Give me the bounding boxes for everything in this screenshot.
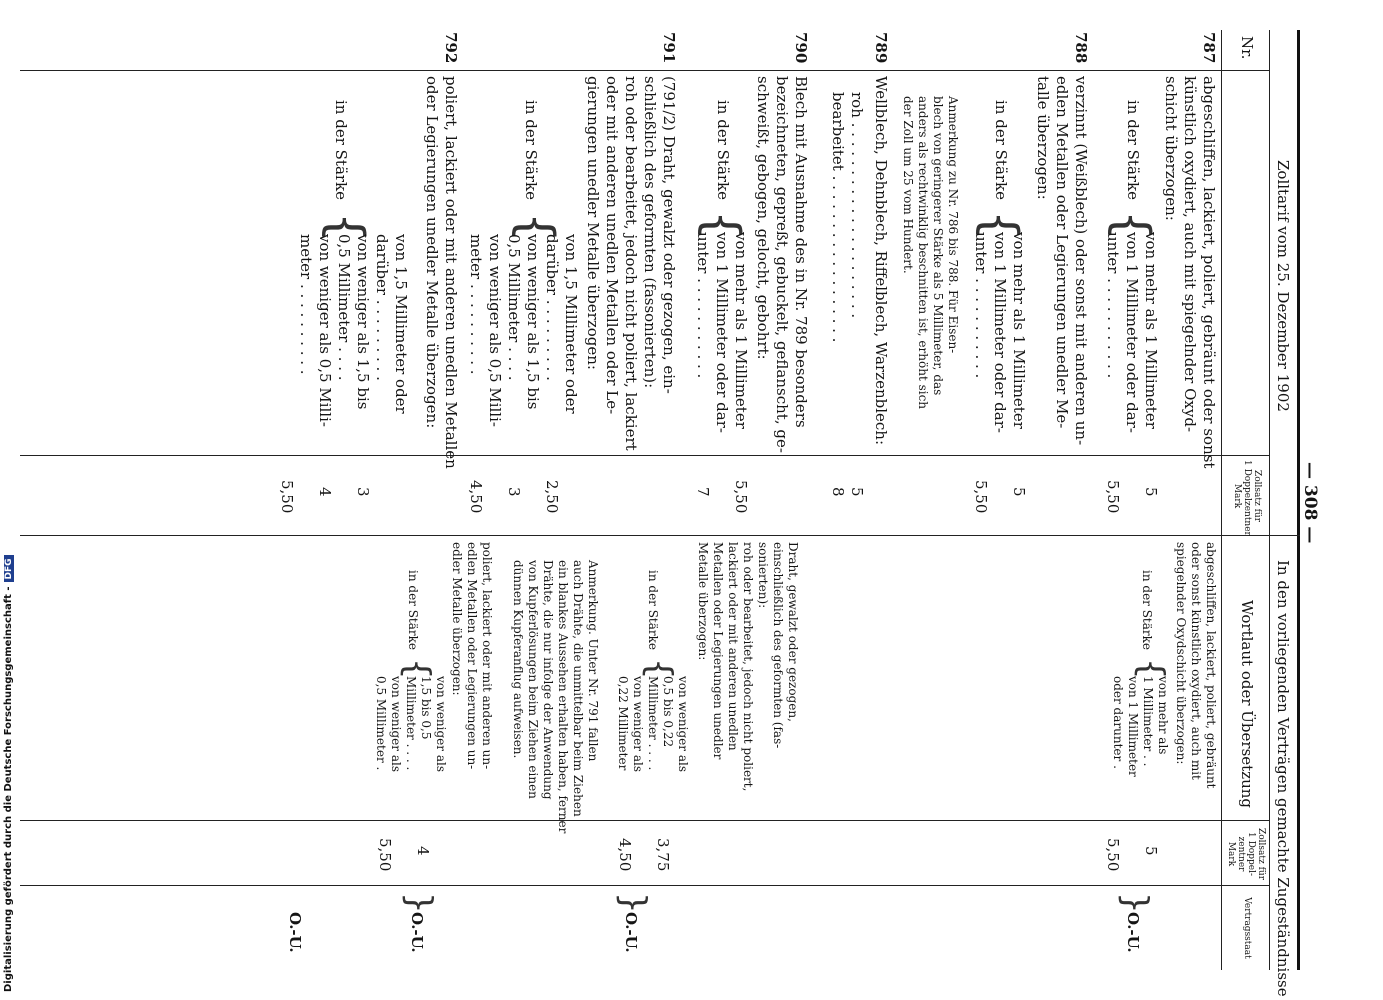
entry-791-lead: in der Stärke: [522, 100, 540, 201]
entry-787-sub: von mehr als 1 Millimeter von 1 Millimeter oder dar- unter . . . . . . . . . . .: [1104, 232, 1160, 433]
entry-790-nr: 790: [792, 32, 810, 64]
right-entry-3-text: poliert, lackiert oder mit anderen un- edlen Metallen oder Legierungen un- edler Metalle überzogen:: [450, 542, 494, 770]
top-rule: [1297, 30, 1300, 970]
brace: {: [508, 212, 564, 243]
brace: }: [399, 892, 439, 914]
rate: 3: [354, 487, 372, 497]
rate: 5,50: [376, 838, 394, 872]
rate: 5: [1010, 487, 1028, 497]
rate: 5,50: [1104, 480, 1122, 514]
entry-788-text: verzinnt (Weißblech) oder sonst mit anderen un- edlen Metallen oder Legierungen unedler Me- talle überzogen:: [1034, 76, 1090, 446]
state-label: O.-U.: [622, 912, 640, 953]
brace: {: [639, 658, 679, 680]
col-divider-rate-right: [20, 820, 1270, 821]
header-state: Vertragsstaat: [1242, 897, 1252, 959]
col-divider-nr: [20, 70, 1270, 71]
rate: 8: [829, 487, 847, 497]
right-entry-3-sub: von weniger als 1,5 bis 0,5 Millimeter . . . . von weniger als 0,5 Millimeter .: [374, 676, 448, 772]
entry-789-nr: 789: [872, 32, 890, 64]
entry-789-text: Wellblech, Dehnblech, Riffelblech, Warzenblech:: [872, 76, 890, 445]
brace: {: [1131, 658, 1171, 680]
rate: 3,75: [654, 838, 672, 872]
entry-788-lead: in der Stärke: [992, 100, 1010, 201]
entry-792-text: poliert, lackiert oder mit anderen unedlen Metallen oder Legierungen unedler Metalle überzogen:: [423, 76, 460, 469]
col-divider-state: [20, 885, 1270, 886]
footer-text: Digitalisierung gefördert durch die Deutsche Forschungsgemeinschaft -: [3, 586, 14, 992]
right-entry-2-text: Draht, gewalzt oder gezogen, einschließlich des geformten (fas- sonierten): roh oder bearbeitet, jedoch nicht poliert, lackiert oder mit anderen unedlen Metallen oder Legierungen unedler Metalle überzogen:: [696, 542, 800, 792]
right-entry-1-lead: in der Stärke: [1140, 570, 1154, 651]
entry-787-nr: 787: [1200, 32, 1218, 64]
entry-790-sub: von mehr als 1 Millimeter von 1 Millimeter oder dar- unter . . . . . . . . . . .: [694, 232, 750, 433]
rate: 5,50: [278, 480, 296, 514]
entry-791-text: (791/2) Draht, gewalzt oder gezogen, ein- schließlich des geformten (fassonierten): roh oder bearbeitet, jedoch nicht poliert, lackiert oder mit anderen unedlen Metallen oder Le- gierungen unedler Metalle überzogen:: [584, 76, 678, 451]
right-title: In den vorliegenden Verträgen gemachte Zugeständnisse: [1274, 560, 1292, 997]
entry-792-sub: von 1,5 Millimeter oder darüber . . . . . . . . . von weniger als 1,5 bis 0,5 Millimeter . . . . von weniger als 0,5 Milli- meter . . . . . . . . . .: [297, 234, 410, 427]
right-entry-2-note: Anmerkung. Unter Nr. 791 fallen auch Drähte, die unmittelbar beim Ziehen ein blankes Aussehen erhalten haben, ferner Drähte, die nur infolge der Anwendung von Kupferlösungen beim Ziehen einen dünnen Kupferanflug aufweisen.: [511, 560, 600, 834]
right-entry-1-sub: von mehr als 1 Millimeter . . von 1 Millimeter oder darunter .: [1111, 676, 1170, 777]
state-label: O.-U.: [408, 912, 426, 953]
right-entry-3-lead: in der Stärke: [406, 570, 420, 651]
rate: 5: [848, 487, 866, 497]
footer: [3, 555, 14, 992]
entry-791-nr: 791: [660, 32, 678, 64]
entry-788-note: Anmerkung zu Nr. 786 bis 788. Für Eisen- blech von geringerer Stärke als 5 Millimeter, das anders als rechtwinklig beschnitten ist, erhöht sich der Zoll um 25 vom Hundert.: [901, 96, 960, 410]
brace: {: [972, 210, 1028, 241]
dfg-logo: DFG: [4, 555, 14, 582]
entry-787-lead: in der Stärke: [1124, 100, 1142, 201]
entry-788-nr: 788: [1072, 32, 1090, 64]
rate: 5: [1142, 846, 1160, 856]
state-label: O.-U.: [1124, 912, 1142, 953]
rotated-page: [20, 0, 1340, 1000]
rate: 5,50: [972, 480, 990, 514]
rate: 2,50: [543, 480, 561, 514]
rate: 5: [1142, 487, 1160, 497]
brace: {: [318, 212, 374, 243]
header-top-rule: [1269, 30, 1270, 970]
entry-792-lead: in der Stärke: [332, 100, 350, 201]
header-wording: Wortlaut oder Übersetzung: [1238, 600, 1256, 808]
brace: {: [397, 658, 437, 680]
page-number: — 308 —: [1300, 462, 1320, 544]
rate: 4,50: [467, 480, 485, 514]
right-entry-2-lead: in der Stärke: [646, 570, 660, 651]
brace: {: [1104, 210, 1160, 241]
right-entry-2-sub: von weniger als 0,5 bis 0,22 Millimeter . . . . von weniger als 0,22 Millimeter: [616, 676, 690, 772]
col-divider-middle: [20, 535, 1300, 536]
col-divider-rate-left: [20, 455, 1270, 456]
rate: 5,50: [1104, 838, 1122, 872]
header-rate-left: Zollsatz für 1 Doppelzentner Mark: [1232, 460, 1262, 536]
brace: {: [694, 210, 750, 241]
rate: 4,50: [616, 838, 634, 872]
rate: 4: [316, 487, 334, 497]
brace: }: [1115, 892, 1155, 914]
entry-790-lead: in der Stärke: [714, 100, 732, 201]
rate: 4: [414, 846, 432, 856]
header-rate-right: Zollsatz für 1 Doppel- zentner Mark: [1226, 827, 1266, 881]
header-bottom-rule: [1221, 30, 1222, 970]
entry-792-nr: 792: [442, 32, 460, 64]
header-nr: Nr.: [1238, 36, 1256, 60]
state-label: O.-U.: [286, 912, 304, 953]
rate: 7: [694, 487, 712, 497]
right-entry-1-text: abgeschliffen, lackiert, poliert, gebräunt oder sonst künstlich oxydiert, auch mit spiegelnder Oxydschicht überzogen:: [1174, 542, 1218, 789]
entry-791-sub: von 1,5 Millimeter oder darüber . . . . . . . . . von weniger als 1,5 bis 0,5 Millimeter . . . . von weniger als 0,5 Milli- meter . . . . . . . . . .: [467, 234, 580, 427]
rate: 3: [505, 487, 523, 497]
brace: }: [613, 892, 653, 914]
entry-787-text: abgeschliffen, lackiert, poliert, gebräunt oder sonst künstlich oxydiert, auch mit spiegelnder Oxyd- schicht überzogen:: [1162, 76, 1218, 469]
left-title: Zolltarif vom 25. Dezember 1902: [1274, 160, 1292, 412]
entry-788-sub: von mehr als 1 Millimeter von 1 Millimeter oder dar- unter . . . . . . . . . . .: [972, 232, 1028, 433]
entry-789-items: roh . . . . . . . . . . . . . . . . . . . . . bearbeitet . . . . . . . . . . . . . . . . . .: [829, 92, 866, 343]
entry-790-text: Blech mit Ausnahme des in Nr. 789 besonders bezeichneten, gepreßt, gebuckelt, geflanscht, ge- schweißt, gebogen, gelocht, gebohrt:: [754, 76, 810, 453]
rate: 5,50: [732, 480, 750, 514]
